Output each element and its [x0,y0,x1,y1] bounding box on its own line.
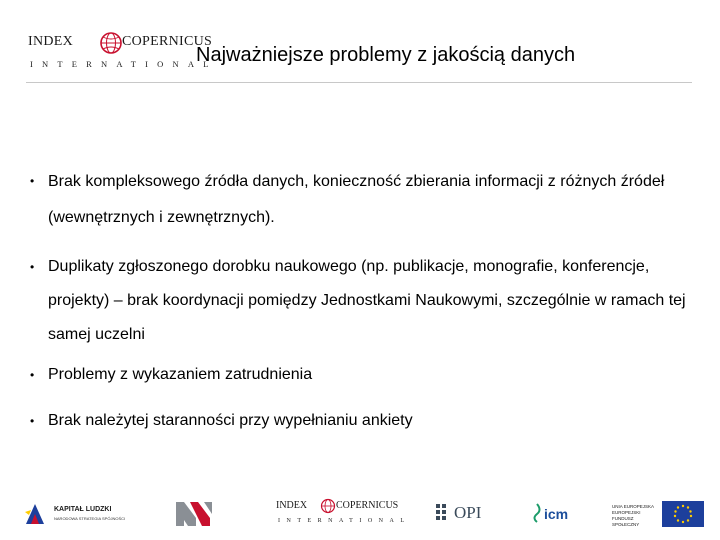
bullet-icon: • [30,174,35,188]
logo-word-index: INDEX [28,34,74,49]
icm-label: icm [544,506,569,522]
globe-icon [320,498,336,514]
list-item-text: Brak należytej staranności przy wypełnianiu ankiety [48,412,413,429]
list-item [30,164,690,236]
list-item-text: Duplikaty zgłoszonego dorobku naukowego (np. publikacje, monografie, konferencje, projekty) – brak koordynacji pomiędzy Jednostkami Naukowymi, szczególnie w ramach tej samej uczelni [48,258,686,343]
logo-word-copernicus: COPERNICUS [122,34,213,49]
kapital-ludzki-mark-icon [24,502,46,526]
opi-mark-icon [436,504,452,524]
bullet-icon: • [30,260,35,274]
eu-flag-icon [662,501,704,527]
icm-logo [530,500,574,528]
nm-logo-icon [176,502,218,526]
eu-logo [612,500,710,528]
footer-logos [0,492,720,536]
opi-label: OPI [454,503,482,522]
footer-logo-word-copernicus: COPERNICUS [336,500,399,511]
header-divider [26,82,692,83]
kapital-ludzki-logo [24,496,140,530]
footer-logo-subtitle: INTERNATIONAL [278,518,411,524]
index-copernicus-footer-logo [276,498,411,530]
kapital-ludzki-name: KAPITAŁ LUDZKI [54,506,112,513]
list-item-text: Problemy z wykazaniem zatrudnienia [48,366,313,383]
kapital-ludzki-sub: NARODOWA STRATEGIA SPÓJNOŚCI [54,516,126,521]
list-item [30,250,690,352]
list-item-text: Brak kompleksowego źródła danych, konieczność zbierania informacji z różnych źródeł (wewnętrznych i zewnętrznych). [48,173,665,226]
bullet-icon: • [30,368,35,382]
problem-list [30,164,690,432]
index-copernicus-logo [26,30,218,74]
eu-label: UNIA EUROPEJSKA EUROPEJSKI FUNDUSZ SPOŁECZNY [612,504,654,527]
opi-logo [436,500,486,528]
globe-icon [98,30,124,56]
slide-title: Najważniejsze problemy z jakością danych [196,44,576,66]
logo-subtitle: INTERNATIONAL [30,59,218,69]
footer-logo-word-index: INDEX [276,500,308,511]
list-item [30,410,690,432]
bullet-icon: • [30,414,35,428]
list-item [30,364,690,386]
icm-mark-icon [530,502,544,524]
